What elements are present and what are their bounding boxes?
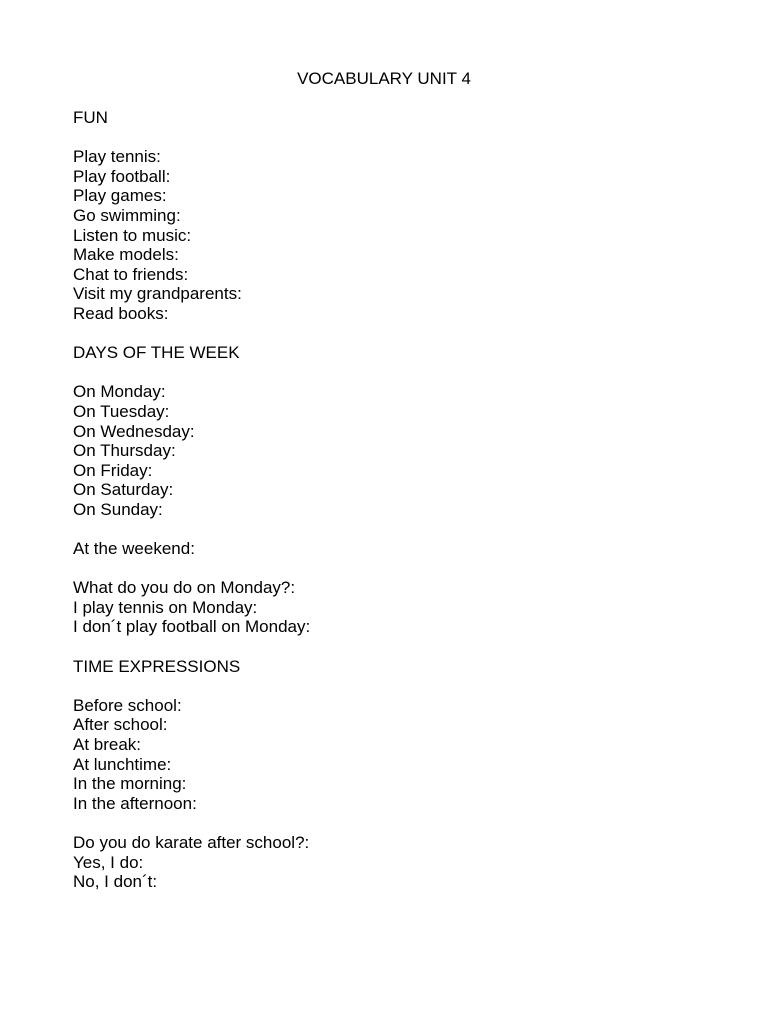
example-sentence: Yes, I do: [73,852,144,872]
example-sentence: I don´t play football on Monday: [73,617,311,637]
blank-line [73,637,713,657]
vocab-item: Play football: [73,166,171,186]
blank-line [73,324,713,344]
vocab-item: In the afternoon: [73,793,197,813]
vocab-item: On Thursday: [73,441,176,461]
vocab-item: On Monday: [73,382,166,402]
example-sentence: Do you do karate after school?: [73,832,310,852]
section-fun [73,108,713,343]
blank-line [73,676,713,696]
vocab-item: Listen to music: [73,225,192,245]
vocab-item: On Saturday: [73,480,174,500]
example-sentence: What do you do on Monday?: [73,578,296,598]
blank-line [73,363,713,383]
example-sentence: I play tennis on Monday: [73,597,258,617]
vocab-item: Before school: [73,695,182,715]
blank-line [73,519,713,539]
vocab-item: At lunchtime: [73,754,172,774]
vocab-item: Visit my grandparents: [73,284,242,304]
vocab-item: Make models: [73,245,179,265]
vocab-item: At the weekend: [73,539,195,559]
vocab-item: On Tuesday: [73,401,170,421]
section-time-expressions [73,657,713,892]
section-days-of-the-week [73,343,713,657]
section-heading: TIME EXPRESSIONS [73,656,241,676]
vocab-item: Go swimming: [73,205,181,225]
vocab-item: On Sunday: [73,499,163,519]
document-body [73,108,713,892]
vocab-item: At break: [73,735,142,754]
vocab-item: Chat to friends: [73,264,189,284]
vocab-item: Play tennis: [73,147,161,167]
document-title: VOCABULARY UNIT 4 [297,69,471,88]
section-heading: FUN [73,108,108,127]
vocab-item: On Friday: [73,460,153,480]
vocab-item: On Wednesday: [73,421,195,441]
blank-line [73,813,713,833]
section-heading: DAYS OF THE WEEK [73,343,240,363]
vocab-item: After school: [73,715,168,735]
blank-line [73,559,713,579]
vocab-item: Read books: [73,303,169,323]
vocab-item: In the morning: [73,774,187,794]
vocab-item: Play games: [73,186,167,206]
blank-line [73,128,713,148]
example-sentence: No, I don´t: [73,872,158,892]
